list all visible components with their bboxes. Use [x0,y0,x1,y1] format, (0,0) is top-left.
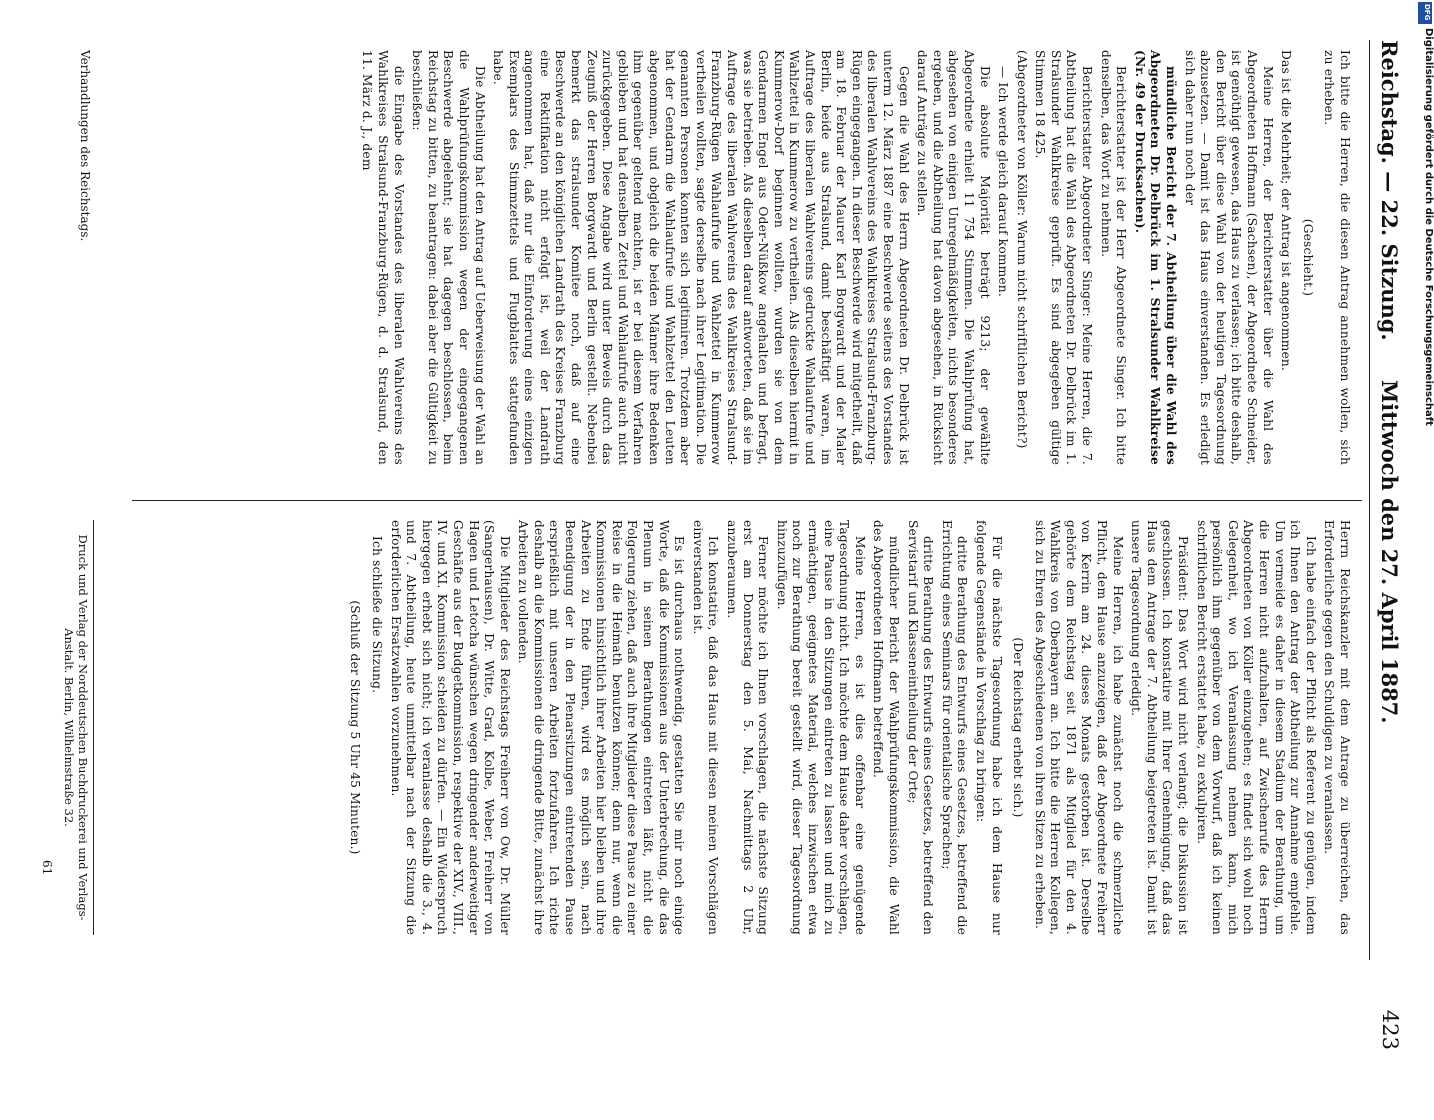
digitization-stamp [1418,28,1434,748]
right-column-paragraph: Präsident: Das Wort wird nicht verlangt; die Diskussion ist geschlossen. Ich konstatire mit Ihrer Genehmigung, daß das Haus dem Antrage der 7. Abtheilung beigetreten ist. Damit ist unsere Tagesordnung erledigt. [1129,520,1191,935]
left-column-paragraph: Das ist die Mehrheit; der Antrag ist angenommen. [1279,50,1294,371]
left-column-paragraph: Die absolute Majorität beträgt 9213; der gewählte Abgeordnete erhielt 11 754 Stimmen. Die Wahlprüfung hat, abgesehen von einigen Unregelmäßigkeiten, nichts besonderes ergeben, und die Abtheilung hat davon abgesehen, in Rücksicht darauf Anträge zu stellen. [915,50,992,465]
right-column-paragraph: Ich schließe die Sitzung. [369,536,384,694]
left-column-paragraph: Berichterstatter Abgeordneter Singer: Meine Herren, die 7. Abtheilung hat die Wahl des Abgeordneten Dr. Delbrück im 1. Stralsunder Wahlkreise geprüft. Es sind abgegeben gültige Stimmen 18 425. [1033,50,1095,465]
left-column-paragraph: Ich bitte die Herren, die diesen Antrag annehmen wollen, sich zu erheben. [1322,50,1352,465]
header-left: Reichstag. — 22. Sitzung. [1377,40,1402,341]
left-column-paragraph: mündliche Bericht der 7. Abtheilung über die Wahl des Abgeordneten Dr. Delbrück im 1. Stralsunder Wahlkreise (Nr. 49 der Drucksachen). [1132,50,1179,465]
right-column-paragraph: Meine Herren, ich habe zunächst noch die schmerzliche Pflicht, dem Hause anzuzeigen, daß der Abgeordnete Freiherr von Kerrin am 24. dieses Monats gestorben ist. Derselbe gehörte dem Reichstag seit 1871 als Mitglied für den 4. Wahlkreis von Oberbayern an. Ich bitte die Herren Kollegen, sich zu Ehren des Abgeschiedenen von ihren Sitzen zu erheben. [1032,520,1125,935]
header-center: Mittwoch den 27. April 1887. [1377,380,1402,724]
left-column-paragraph: (Geschieht.) [1300,218,1315,297]
left-column-paragraph: die Eingabe des Vorstandes des liberalen Wahlvereins des Wahlkreises Stralsund-Franzburg-Rügen, d. d. Stralsund, den 11. März d. J., dem [360,50,406,465]
column-divider [132,500,1362,501]
right-column-paragraph: dritte Berathung des Entwurfs eines Gesetzes, betreffend den Servistarif und Klasseneintheilung der Orte; [905,520,936,935]
imprint: Druck und Verlag der Norddeutschen Buchdruckerei und Verlags-Anstalt. Berlin, Wilhelmstraße 32. [62,534,90,921]
left-footer: Verhandlungen des Reichstags. [78,50,92,242]
page-number: 423 [1378,1009,1402,1050]
right-column-paragraph: Für die nächste Tagesordnung habe ich dem Hause nur folgende Gegenstände in Vorschlag zu bringen: [973,520,1004,935]
signature-mark: 61 [40,860,54,876]
right-column-paragraph: Ich konstatire, daß das Haus mit diesen meinen Vorschlägen einverstanden ist. [690,520,721,935]
right-column-paragraph: Herrn Reichskanzler mit dem Antrage zu überreichen, das Erforderliche gegen den Schuldigen zu veranlassen. [1322,520,1352,935]
left-column-paragraph: Gegen die Wahl des Herrn Abgeordneten Dr. Delbrück ist unterm 12. März 1887 eine Beschwerde seitens des Vorstandes des liberalen Wahlvereins des Wahlkreises Stralsund-Franzburg-Rügen eingegangen. In dieser Beschwerde wird mitgetheilt, daß am 18. Februar der Maurer Karl Borgwardt und der Maler Berlin, beide aus Stralsund, damit beschäftigt waren, im Auftrage des liberalen Wahlvereins gedruckte Wahlaufrufe und Wahlzettel in Kummerow zu vertheilen. Als dieselben hiermit in Kummerow-Dorf beginnen wollten, wurden sie von dem Gendarmen Engel aus Oder-Nüßkow angehalten und befragt, was sie betrieben. Als dieselben darauf antworteten, daß sie im Auftrage des liberalen Wahlvereins des Wahlkreises Stralsund-Franzburg-Rügen Wahlaufrufe und Wahlzettel in Kummerow vertheilen wollten, sagte derselbe nach ihrer Legitimation. Die genannten Personen konnten sich legitimiren. Trotzdem aber hat der Gendarm die Wahlaufrufe und Wahlzettel den Leuten abgenommen, und obgleich die beiden Männer ihre Bedenken ihm gegenüber geltend machten, ist er bei diesem Verfahren geblieben und hat denselben Zettel und Wahlaufrufe auch nicht zurückgegeben. Diese Angabe wird unter Beweis durch das Zeugniß der Herren Borgwardt und Berlin gestellt. Nebenbei bemerkt das stralsunder Komitee noch, daß auf eine Beschwerde an den königlichen Landrath des Kreises Franzburg eine Rektifikation nicht erfolgt ist, weil der Landrath angenommen hat, daß nur die Einforderung eines einzigen Exemplars des Stimmzettels und Flugblattes stattgefunden habe. [491,50,911,465]
left-column-paragraph: Meine Herren, der Berichterstatter über die Wahl des Abgeordneten Hoffmann (Sachsen), der Abgeordnete Schneider, ist genöthigt gewesen, das Haus zu verlassen; ich bitte deshalb, den Bericht über diese Wahl von der heutigen Tagesordnung abzusetzen. — Damit ist das Haus einverstanden. Es erledigt sich daher nun noch der [1182,50,1275,465]
right-column-paragraph: Ferner möchte ich Ihnen vorschlagen, die nächste Sitzung erst am Donnerstag den 5. Mai, Nachmittags 2 Uhr, anzuberaumen. [725,520,771,935]
left-column [356,50,1352,465]
dfg-logo: DFG [1418,2,1432,24]
right-column-paragraph: Es ist durchaus nothwendig, gestatten Sie mir noch einige Worte, daß die Kommissionen aus der Unterbrechung, die das Plenum in seinen Berathungen eintreten läßt, nicht die Folgerung ziehen, daß auch ihre Mitglieder diese Pause zu einer Reise in die Heimath benutzen können; denn nur, wenn die Kommissionen hinsichtlich ihrer Arbeiten hier bleiben und ihre Arbeiten zu Ende führen, wird es möglich sein, nach Beendigung der in den Plenarsitzungen eintretenden Pause ersprießlich mit unseren Arbeiten fortzufahren. Ich richte deshalb an die Kommissionen die dringende Bitte, zunächst ihre Arbeiten zu vollenden. [516,520,687,935]
right-column-paragraph: (Der Reichstag erhebt sich.) [1011,637,1026,818]
left-column-paragraph: — Ich werde gleich darauf kommen. [996,66,1011,297]
header-rule [1369,40,1370,960]
digitization-stamp-text: Digitalisierung gefördert durch die Deutsche Forschungsgemeinschaft [1423,28,1434,426]
right-column-paragraph: Ich habe einfach der Pflicht als Referent zu genügen, indem ich Ihnen den Antrag der Abtheilung zur Annahme empfehle. Um vermeide es daher in diesem Stadium der Berathung, um die Herren nicht aufzuhalten, auf Zwischenrufe des Herrn Abgeordneten von Köller einzugehen; es findet sich wohl noch Gelegenheit, wo ich Veranlassung nehmen kann, mich persönlich ihm gegenüber von dem Vorwurf, daß ich keinen schriftlichen Bericht erstattet habe, zu exkulpiren. [1194,520,1318,935]
right-column-paragraph: Die Mitglieder des Reichstags Freiherr von Ow, Dr. Müller (Sangerhausen), Dr. Witte, Grad, Kolbe, Weber, Freiherr von Hagen und Letocha wünschen wegen dringender anderweitiger Geschäfte aus der Budgetkommission, respektive der XIV., VIII., IV. und XI. Kommission scheiden zu dürfen. — Ein Widerspruch hiergegen erhebt sich nicht; ich veranlasse deshalb die 3., 4. und 7. Abtheilung, heute unmittelbar nach der Sitzung die erforderlichen Ersatzwahlen vorzunehmen. [388,520,512,935]
left-column-paragraph: Die Abtheilung hat den Antrag auf Ueberweisung der Wahl an die Wahlprüfungskommission wegen der eingegangenen Beschwerde abgelehnt; sie hat dagegen beschlossen, beim Reichstag zu bitten, zu beantragen: dabei aber die Gültigkeit zu beschließen: [410,50,487,465]
left-column-paragraph: Berichterstatter ist der Herr Abgeordnete Singer. Ich bitte denselben, das Wort zu nehmen. [1098,50,1129,465]
right-column-paragraph: mündlicher Bericht der Wahlprüfungskommission, die Wahl des Abgeordneten Hoffmann betreffend. [871,520,901,935]
right-column [341,520,1352,935]
imprint-rule [93,520,94,935]
right-column-paragraph: (Schluß der Sitzung 5 Uhr 45 Minuten.) [348,600,363,855]
left-column-paragraph: (Abgeordneter von Köller: Warum nicht schriftlichen Bericht?) [1014,50,1029,449]
right-column-paragraph: Meine Herren, es ist dies offenbar eine genügende Tagesordnung nicht. Ich möchte dem Hause daher vorschlagen, eine Pause in den Sitzungen eintreten zu lassen und mich zu ermächtigen, geeignetes Material, welches inzwischen etwa noch zur Berathung bereit gestellt wird, dieser Tagesordnung hinzuzufügen. [774,520,867,935]
right-column-paragraph: dritte Berathung des Entwurfs eines Gesetzes, betreffend die Errichtung eines Seminars für orientalische Sprachen; [939,520,970,935]
